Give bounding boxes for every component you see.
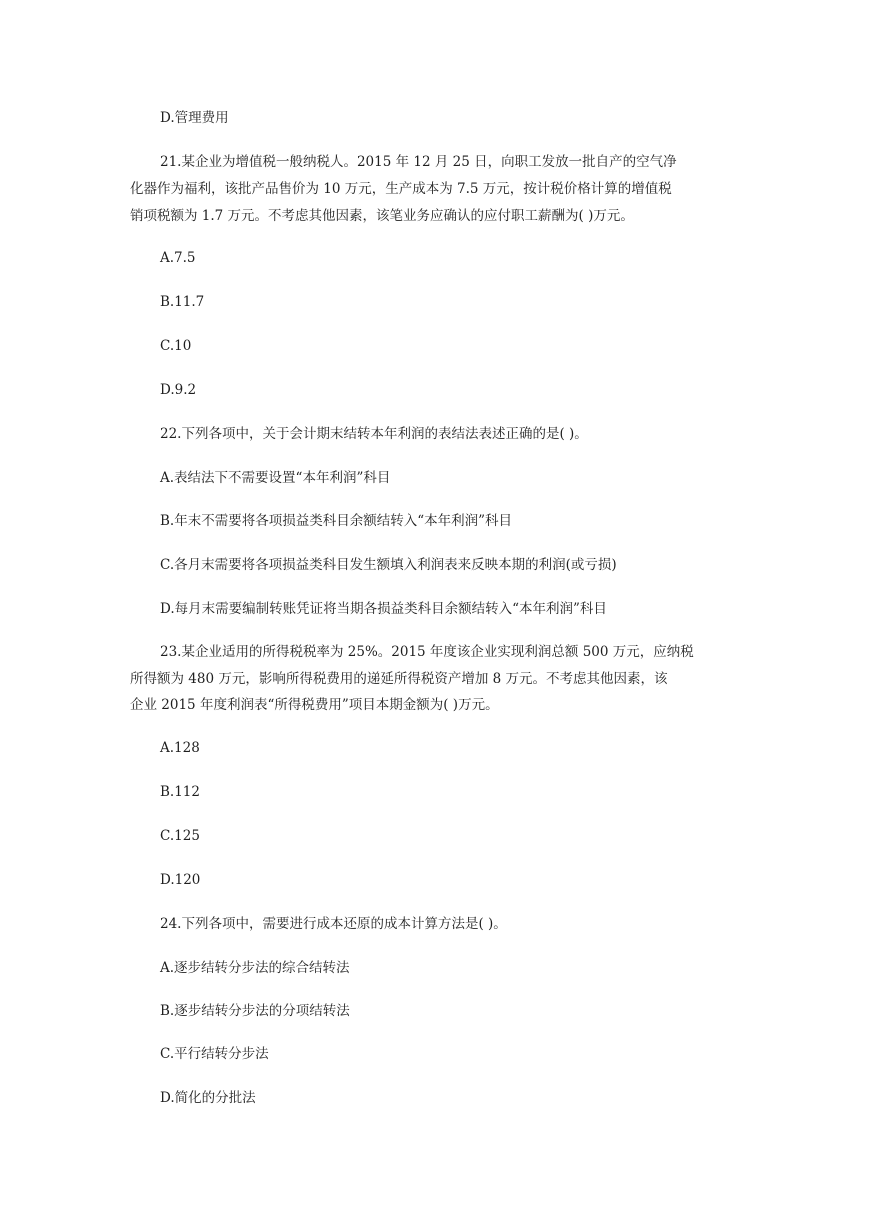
option-q21-a: A.7.5	[160, 250, 196, 266]
question-23-line-2: 所得额为 480 万元，影响所得税费用的递延所得税资产增加 8 万元。不考虑其他因素，该	[130, 671, 668, 687]
question-21-line-1: 21.某企业为增值税一般纳税人。2015 年 12 月 25 日，向职工发放一批自产的空气净	[160, 154, 677, 170]
option-q22-d: D.每月末需要编制转账凭证将当期各损益类科目余额结转入“本年利润”科目	[160, 601, 607, 617]
option-q22-b: B.年末不需要将各项损益类科目余额结转入“本年利润”科目	[160, 513, 513, 529]
question-21-line-3: 销项税额为 1.7 万元。不考虑其他因素，该笔业务应确认的应付职工薪酬为( )万元。	[130, 208, 634, 224]
option-q23-b: B.112	[160, 784, 200, 800]
option-q24-a: A.逐步结转分步法的综合结转法	[160, 960, 350, 976]
option-q23-a: A.128	[160, 740, 200, 756]
question-24: 24.下列各项中，需要进行成本还原的成本计算方法是( )。	[160, 916, 507, 932]
option-q21-d: D.9.2	[160, 382, 197, 398]
option-q24-b: B.逐步结转分步法的分项结转法	[160, 1003, 350, 1019]
question-22: 22.下列各项中，关于会计期末结转本年利润的表结法表述正确的是( )。	[160, 426, 588, 442]
option-q23-d: D.120	[160, 872, 201, 888]
option-q22-a: A.表结法下不需要设置“本年利润”科目	[160, 470, 391, 486]
option-q21-c: C.10	[160, 338, 192, 354]
question-23-line-1: 23.某企业适用的所得税税率为 25%。2015 年度该企业实现利润总额 500 万元，应纳税	[160, 644, 694, 660]
option-q22-c: C.各月末需要将各项损益类科目发生额填入利润表来反映本期的利润(或亏损)	[160, 557, 617, 573]
option-q23-c: C.125	[160, 828, 200, 844]
option-q20-d: D.管理费用	[160, 110, 229, 126]
option-q24-d: D.简化的分批法	[160, 1090, 256, 1106]
option-q24-c: C.平行结转分步法	[160, 1046, 269, 1062]
question-23-line-3: 企业 2015 年度利润表“所得税费用”项目本期金额为( )万元。	[130, 697, 499, 713]
option-q21-b: B.11.7	[160, 294, 205, 310]
question-21-line-2: 化器作为福利，该批产品售价为 10 万元，生产成本为 7.5 万元，按计税价格计算的增值税	[130, 181, 672, 197]
